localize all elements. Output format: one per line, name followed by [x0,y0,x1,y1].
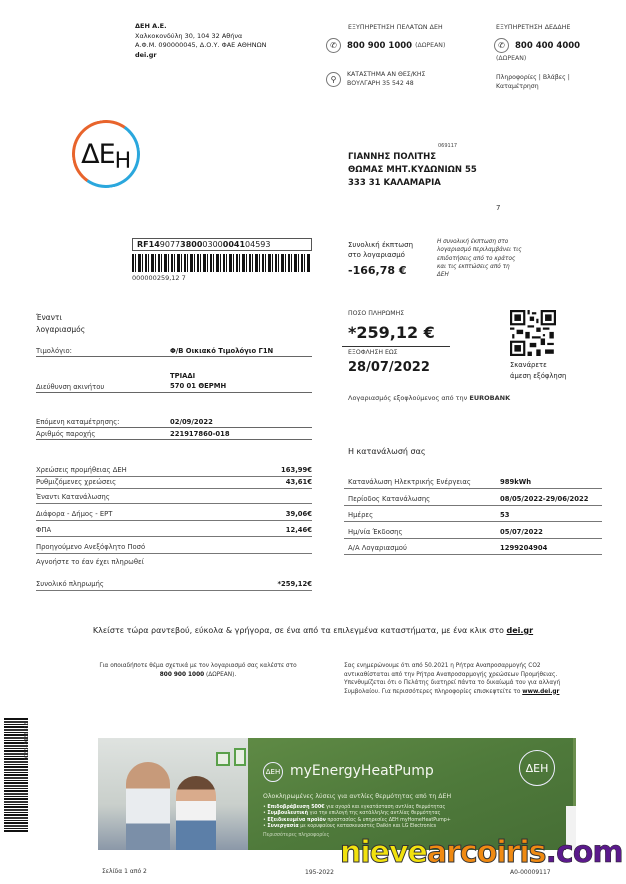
charge-label: Προηγούμενο Ανεξόφλητο Ποσό [36,543,146,551]
row-key: Περίοδος Κατανάλωσης [348,495,431,503]
rf-part: 9077 [159,240,181,249]
row-key: Α/Α Λογαριασμού [348,544,407,552]
next-reading-row [36,418,312,428]
company-info [135,22,266,60]
recipient-street: ΘΩΜΑΣ ΜΗΤ.ΚΥΔΩΝΙΩΝ 55 [348,165,477,175]
company-website[interactable]: dei.gr [135,50,157,59]
company-tax-id: Α.Φ.Μ. 090000045, Δ.Ο.Υ. ΦΑΕ ΑΘΗΝΩΝ [135,41,267,49]
phone-free-note: (ΔΩΡΕΑΝ) [415,42,446,49]
barcode-number: 000000259,12 7 [132,274,186,282]
row-key: Κατανάλωση Ηλεκτρικής Ενέργειας [348,478,471,486]
person-image [126,762,170,850]
bank-name: EUROBANK [469,394,511,402]
charge-label: Συνολικό πληρωμής [36,580,104,588]
due-date: 28/07/2022 [348,360,430,375]
rf-part: 04593 [245,240,271,249]
charge-label: Χρεώσεις προμήθειας ΔΕΗ [36,466,127,474]
phone-icon: ✆ [494,38,509,53]
qr-code[interactable] [510,310,556,356]
phone-free-note: (ΔΩΡΕΑΝ) [496,55,527,62]
qr-caption-line2: άμεση εξόφληση [510,372,567,380]
row-value: Φ/Β Οικιακό Τιμολόγιο Γ1Ν [170,347,274,355]
watermark-part: nieve [340,835,427,870]
info-text: Για οποιαδήποτε θέμα σχετικά με τον λογαριασμό σας καλέστε στο [99,663,297,669]
row-value: 221917860-018 [170,430,230,438]
row-value-line1: ΤΡΙΑΔΙ [170,372,196,380]
charge-row [36,508,312,521]
deddie-info-line1: Πληροφορίες | Βλάβες | [496,74,570,81]
payment-amount: *259,12 € [348,323,435,342]
consumption-row [344,542,602,555]
qr-caption [510,360,566,382]
row-key: Διεύθυνση ακινήτου [36,383,105,391]
total-row [36,578,312,591]
bullet-bold: Επιδοβράβευση 500€ [267,805,325,810]
charge-label: Έναντι Κατανάλωσης [36,493,110,501]
location-pin-icon: ⚲ [326,72,341,87]
phone-number: 800 400 4000 [515,40,581,51]
tariff-row [36,347,312,357]
customer-service-phone[interactable] [326,38,445,53]
row-key: Ημέρες [348,511,374,519]
row-value [170,371,226,391]
bullet-text: με κορυφαίους κατασκευαστές Daikin και LG Electronics [298,823,437,829]
recipient-city: 333 31 ΚΑΛΑΜΑΡΙΑ [348,178,441,188]
bullet-text: προστασίας & υπηρεσίες ΔΕΗ myHomeHeatPump+ [325,817,451,823]
consumption-title: Η κατανάλωσή σας [348,447,426,456]
banner-content [248,738,573,850]
info-notice [344,662,584,696]
side-barcode-number: 003349136316 [24,722,30,761]
bullet-bold: Συμβουλευτική [267,811,309,817]
row-value: 1299204904 [500,544,548,552]
divider [342,346,450,347]
rf-prefix: RF14 [137,240,160,249]
consumption-row [344,509,602,522]
frame-icon [216,752,230,766]
dei-logo-large-icon: ΔΕΗ [519,750,555,786]
charge-value: 163,99€ [281,466,312,474]
banner-bullet: • Επιδοβράβευση 500€ για αγορά και εγκατάσταση αντλίας θερμότητας [263,805,446,810]
row-key: Επόμενη καταμέτρησης: [36,418,120,426]
recipient-code: 069117 [438,143,458,149]
payment-barcode [132,254,310,272]
rf-part: 0300 [202,240,223,249]
company-address: Χαλκοκονδύλη 30, 104 32 Αθήνα [135,31,243,40]
bank-note [348,394,510,402]
charge-value: 12,46€ [285,526,312,534]
company-name: ΔΕΗ Α.Ε. [135,22,167,30]
charge-row [36,476,312,489]
due-date-label: ΕΞΟΦΛΗΣΗ ΕΩΣ [348,349,398,356]
deddie-phone[interactable] [494,38,580,53]
banner-title: myEnergyHeatPump [290,763,434,779]
discount-label [348,240,413,260]
row-value: 53 [500,511,510,519]
rf-part: 3800 [180,240,203,249]
banner-bullet: • Συνεργασία με κορυφαίους κατασκευαστές Daikin και LG Electronics [263,823,437,829]
store-address: ΒΟΥΛΓΑΡΗ 35 542 48 [347,80,414,87]
charge-label: Αγνοήστε το έαν έχει πληρωθεί [36,558,144,566]
store-info [326,70,425,88]
info-phone: 800 900 1000 [159,671,205,678]
banner-footer: Περισσότερες πληροφορίες [263,833,330,839]
page-number: Σελίδα 1 από 2 [102,868,147,875]
info-contact [98,662,298,679]
watermark [340,836,623,870]
bullet-text: για αγορά και εγκατάσταση αντλίας θερμότητας [324,805,446,810]
consumption-row [344,476,602,489]
rf-part: 0041 [222,240,246,249]
row-value: 05/07/2022 [500,528,543,536]
account-heading-line2: λογαριασμός [36,325,86,334]
charge-value: *259,12€ [277,580,312,588]
charge-row [36,491,312,504]
recipient-name: ΓΙΑΝΝΗΣ ΠΟΛΙΤΗΣ [348,152,437,162]
phone-icon: ✆ [326,38,341,53]
property-address-row [36,371,312,393]
customer-service-label: ΕΞΥΠΗΡΕΤΗΣΗ ΠΕΛΑΤΩΝ ΔΕΗ [348,24,443,31]
discount-label-line1: Συνολική έκπτωση [348,241,414,249]
info-text: (ΔΩΡΕΑΝ). [205,671,237,678]
frame-icon [234,748,246,766]
recipient-address [348,151,477,190]
watermark-part: .com [545,835,623,870]
supply-number-row [36,430,312,440]
recipient-marker: 7 [496,204,501,212]
bullet-text: για την επιλογή της κατάλληλης αντλίας θερμότητας [308,811,441,817]
row-key: Αριθμός παροχής [36,430,96,438]
charge-row [36,524,312,537]
charge-label: Ρυθμιζόμενες χρεώσεις [36,478,117,486]
dei-logo [67,115,146,194]
payment-amount-label: ΠΟΣΟ ΠΛΗΡΩΜΗΣ [348,310,405,317]
logo-text: ΔΕ [81,138,115,170]
row-value: 08/05/2022-29/06/2022 [500,495,589,503]
notice-link[interactable]: www.dei.gr [522,688,560,695]
deddie-info-line2: Καταμέτρηση [496,83,539,90]
qr-caption-line1: Σκανάρετε [510,361,547,369]
banner-photo [98,738,248,850]
watermark-part: arcoiris [426,835,546,870]
row-key: Ημ/νία Έκδοσης [348,528,403,536]
discount-label-line2: στο λογαριασμό [348,251,405,259]
row-value: 989kWh [500,478,532,486]
banner-bullet: • Εξειδικευμένα προϊόν προστασίας & υπηρεσίες ΔΕΗ myHomeHeatPump+ [263,817,451,823]
account-heading [36,312,85,336]
charge-row [36,541,312,554]
row-key: Τιμολόγιο: [36,347,72,355]
promo-link[interactable]: dei.gr [506,626,534,635]
appointment-promo [0,626,626,635]
bank-note-text: Λογαριασμός εξοφλούμενος από την [348,394,468,402]
banner-bullet: • Συμβουλευτική για την επιλογή της κατάλληλης αντλίας θερμότητας [263,811,441,817]
discount-note: Η συνολική έκπτωση στο λογαριασμό περιλαμβάνει τις επιδοτήσεις από το κράτος και τις εκπτώσεις από τη ΔΕΗ [437,239,522,279]
logo-text-small: Η [114,148,131,174]
discount-value: -166,78 € [348,264,407,277]
charge-label: ΦΠΑ [36,526,52,534]
charge-note-row [36,556,312,569]
charge-value: 43,61€ [285,478,312,486]
consumption-row [344,493,602,506]
row-value: 02/09/2022 [170,418,213,426]
bullet-bold: Συνεργασία [267,823,299,829]
account-heading-line1: Έναντι [36,313,62,322]
phone-number: 800 900 1000 [347,40,413,51]
deddie-service-label: ΕΞΥΠΗΡΕΤΗΣΗ ΔΕΔΔΗΕ [496,24,571,31]
heatpump-banner[interactable] [98,738,576,850]
dei-logo-small-icon: ΔΕΗ [263,762,283,782]
store-name: ΚΑΤΑΣΤΗΜΑ ΑΝ ΘΕΣ/ΚΗΣ [347,71,426,78]
charge-label: Διάφορα - Δήμος - ΕΡΤ [36,510,113,518]
consumption-row [344,526,602,539]
person-image [176,776,216,850]
banner-subtitle: Ολοκληρωμένες λύσεις για αντλίες θερμότητας από τη ΔΕΗ [263,793,452,800]
promo-text: Κλείστε τώρα ραντεβού, εύκολα & γρήγορα, σε ένα από τα επιλεγμένα καταστήματα, με ένα κλικ στο [92,626,504,635]
rf-payment-code [132,238,312,251]
bullet-bold: Εξειδικευμένα προϊόν [267,817,326,823]
charge-value: 39,06€ [285,510,312,518]
notice-text: Σας ενημερώνουμε ότι από 50.2021 η Ρήτρα Αναπροσαρμογής CO2 αντικαθίσταται από την Ρήτρα Αναπροσαρμογής χρεώσεων Προμήθειας. Υπενθυμίζεται ότι ο Πελάτης διατηρεί πάντα το δικαίωμά του για αλλαγή Συμβολαίου. Για περισσότερες πληροφορίες επισκεφτείτε το [344,663,561,695]
doc-ref: A0-00009117 [510,869,551,876]
row-value-line2: 570 01 ΘΕΡΜΗ [170,382,227,390]
doc-code: 195-2022 [305,869,334,876]
deddie-info [496,73,570,91]
